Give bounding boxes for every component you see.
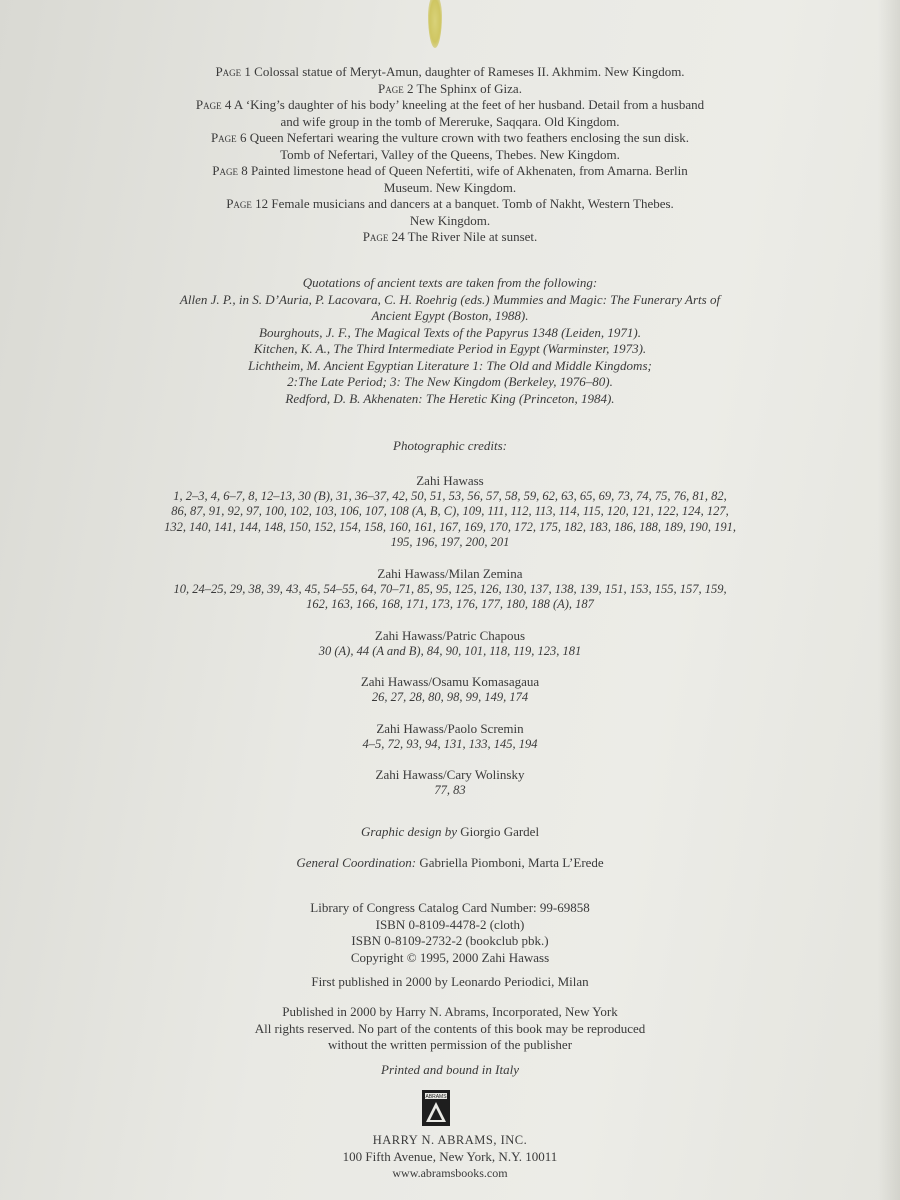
credit-group bbox=[0, 674, 900, 706]
copyright-line: Copyright © 1995, 2000 Zahi Hawass bbox=[350, 949, 550, 965]
catalog-information bbox=[0, 900, 900, 966]
quotation-sources bbox=[0, 275, 900, 407]
isbn-line: ISBN 0-8109-2732-2 (bookclub pbk.) bbox=[351, 933, 549, 948]
credit-pages: 86, 87, 91, 92, 97, 100, 102, 103, 106, 107, 108 (A, B, C), 109, 111, 112, 113, 114, 115, 120, 121, 122, 124, 127, bbox=[171, 504, 729, 518]
coordination-label: General Coordination: bbox=[296, 855, 417, 870]
caption-line: New Kingdom. bbox=[409, 212, 491, 228]
caption-line: and wife group in the tomb of Mereruke, Saqqara. Old Kingdom. bbox=[280, 113, 620, 129]
credit-pages: 26, 27, 28, 80, 98, 99, 149, 174 bbox=[371, 690, 529, 704]
isbn-line: ISBN 0-8109-4478-2 (cloth) bbox=[375, 916, 525, 932]
quotation-line: Quotations of ancient texts are taken from the following: bbox=[302, 275, 598, 290]
quotation-line: Lichtheim, M. Ancient Egyptian Literature 1: The Old and Middle Kingdoms; bbox=[248, 357, 652, 373]
first-published: First published in 2000 by Leonardo Periodici, Milan bbox=[311, 974, 589, 989]
caption-line: Page 24 The River Nile at sunset. bbox=[362, 229, 538, 244]
credit-pages: 162, 163, 166, 168, 171, 173, 176, 177, 180, 188 (A), 187 bbox=[306, 597, 594, 611]
credit-pages: 1, 2–3, 4, 6–7, 8, 12–13, 30 (B), 31, 36–37, 42, 50, 51, 53, 56, 57, 58, 59, 62, 63, 65, 69, 73, 74, 75, 76, 81, 82, bbox=[173, 488, 727, 503]
design-value: Giorgio Gardel bbox=[456, 824, 540, 839]
printed-notice: Printed and bound in Italy bbox=[381, 1062, 519, 1077]
caption-line: Page 2 The Sphinx of Giza. bbox=[378, 80, 522, 96]
credit-pages: 4–5, 72, 93, 94, 131, 133, 145, 194 bbox=[362, 736, 538, 751]
picture-captions bbox=[0, 64, 900, 246]
quotation-line: Redford, D. B. Akhenaten: The Heretic King (Princeton, 1984). bbox=[285, 390, 615, 406]
credit-name: Zahi Hawass/Paolo Scremin bbox=[376, 720, 524, 736]
quotation-line: 2:The Late Period; 3: The New Kingdom (Berkeley, 1976–80). bbox=[287, 374, 613, 389]
graphic-design-credit bbox=[0, 824, 900, 841]
rights-line: All rights reserved. No part of the contents of this book may be reproduced bbox=[254, 1020, 646, 1036]
coordination-value: Gabriella Piomboni, Marta L’Erede bbox=[416, 855, 604, 870]
design-label: Graphic design by bbox=[360, 824, 457, 839]
credit-group bbox=[0, 473, 900, 551]
rights-line: without the written permission of the publisher bbox=[327, 1037, 573, 1052]
credit-pages: 195, 196, 197, 200, 201 bbox=[390, 535, 510, 549]
credit-pages: 10, 24–25, 29, 38, 39, 43, 45, 54–55, 64, 70–71, 85, 95, 125, 126, 130, 137, 138, 139, 151, 153, 155, 157, 159, bbox=[173, 581, 727, 596]
publisher-address bbox=[0, 1132, 900, 1182]
publication-notice bbox=[0, 1004, 900, 1054]
caption-line: Page 1 Colossal statue of Meryt-Amun, daughter of Rameses II. Akhmim. New Kingdom. bbox=[215, 64, 685, 79]
credit-name: Zahi Hawass/Cary Wolinsky bbox=[375, 767, 525, 782]
caption-line: Tomb of Nefertari, Valley of the Queens, Thebes. New Kingdom. bbox=[280, 146, 620, 162]
publisher-logo-icon bbox=[422, 1090, 450, 1126]
decorative-stroke bbox=[428, 0, 442, 48]
credit-pages: 77, 83 bbox=[434, 783, 466, 797]
logo-text: ABRAMS bbox=[425, 1094, 447, 1100]
credit-group bbox=[0, 628, 900, 660]
publisher-street: 100 Fifth Avenue, New York, N.Y. 10011 bbox=[342, 1148, 558, 1164]
credit-group bbox=[0, 566, 900, 613]
publisher-name: HARRY N. ABRAMS, INC. bbox=[372, 1133, 528, 1147]
caption-line: Page 6 Queen Nefertari wearing the vulture crown with two feathers enclosing the sun disk. bbox=[210, 130, 690, 145]
caption-line: Museum. New Kingdom. bbox=[383, 179, 517, 195]
photo-credits bbox=[0, 438, 900, 799]
quotation-line: Bourghouts, J. F., The Magical Texts of the Papyrus 1348 (Leiden, 1971). bbox=[259, 324, 641, 340]
quotation-line: Kitchen, K. A., The Third Intermediate Period in Egypt (Warminster, 1973). bbox=[253, 341, 647, 356]
photo-credits-title: Photographic credits: bbox=[393, 438, 507, 453]
coordination-credit bbox=[0, 855, 900, 872]
credit-group bbox=[0, 767, 900, 799]
credit-group bbox=[0, 721, 900, 753]
credit-pages: 30 (A), 44 (A and B), 84, 90, 101, 118, 119, 123, 181 bbox=[318, 643, 582, 658]
credit-pages: 132, 140, 141, 144, 148, 150, 152, 154, 158, 160, 161, 167, 169, 170, 172, 175, 182, 183, 186, 188, 189, 190, 191, bbox=[164, 519, 736, 534]
credit-name: Zahi Hawass/Osamu Komasagaua bbox=[360, 674, 540, 689]
publication-line: Published in 2000 by Harry N. Abrams, Incorporated, New York bbox=[282, 1004, 618, 1019]
credit-name: Zahi Hawass/Patric Chapous bbox=[374, 627, 526, 643]
catalog-line: Library of Congress Catalog Card Number: 99-69858 bbox=[310, 900, 590, 915]
quotation-line: Ancient Egypt (Boston, 1988). bbox=[371, 308, 529, 323]
caption-line: Page 12 Female musicians and dancers at a banquet. Tomb of Nakht, Western Thebes. bbox=[226, 196, 674, 211]
caption-line: Page 8 Painted limestone head of Queen Nefertiti, wife of Akhenaten, from Amarna. Berlin bbox=[212, 163, 688, 178]
quotation-line: Allen J. P., in S. D’Auria, P. Lacovara, C. H. Roehrig (eds.) Mummies and Magic: The Funerary Arts of bbox=[179, 291, 721, 307]
caption-line: Page 4 A ‘King’s daughter of his body’ kneeling at the feet of her husband. Detail from a husband bbox=[195, 97, 705, 112]
credit-name: Zahi Hawass bbox=[416, 472, 484, 488]
publisher-website: www.abramsbooks.com bbox=[392, 1166, 508, 1180]
credit-name: Zahi Hawass/Milan Zemina bbox=[377, 565, 523, 581]
